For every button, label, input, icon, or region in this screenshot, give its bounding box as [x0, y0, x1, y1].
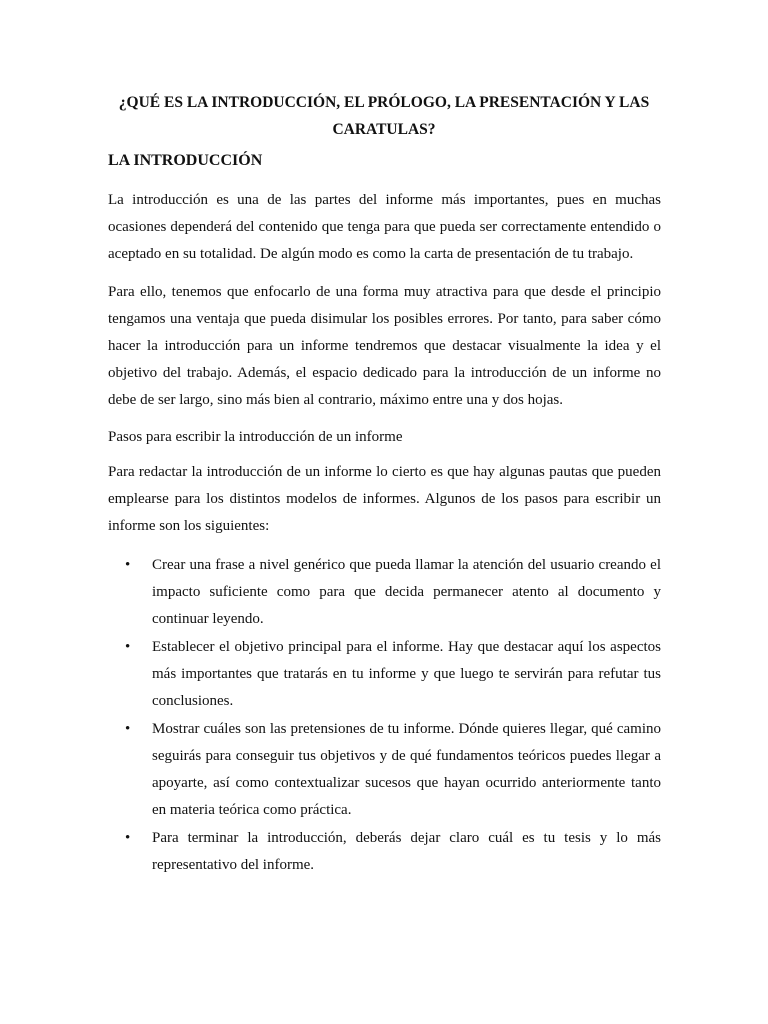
title-line-2: CARATULAS? — [332, 121, 436, 138]
bullet-icon: • — [125, 721, 131, 737]
list-item — [108, 716, 661, 824]
bullet-icon: • — [125, 557, 131, 573]
bullet-icon: • — [125, 830, 131, 846]
list-item — [108, 552, 661, 633]
paragraph-2: Para ello, tenemos que enfocarlo de una forma muy atractiva para que desde el principio tengamos una ventaja que pueda disimular los posibles errores. Por tanto, para saber cómo hacer la introducción para un informe tendremos que destacar visualmente la idea y el objetivo del trabajo. Además, el espacio dedicado para la introducción de un informe no debe de ser largo, sino más bien al contrario, máximo entre una y dos hojas. — [108, 284, 661, 408]
list-item-text: Crear una frase a nivel genérico que pueda llamar la atención del usuario creando el impacto suficiente como para que decida permanecer atento al documento y continuar leyendo. — [152, 557, 661, 627]
document-title — [108, 89, 660, 143]
bullet-icon: • — [125, 639, 131, 655]
title-line-1: ¿QUÉ ES LA INTRODUCCIÓN, EL PRÓLOGO, LA PRESENTACIÓN Y LAS — [118, 94, 650, 111]
paragraph-3: Para redactar la introducción de un informe lo cierto es que hay algunas pautas que pueden emplearse para los distintos modelos de informes. Algunos de los pasos para escribir un informe son los siguientes: — [108, 464, 661, 534]
list-item — [108, 634, 661, 715]
list-item-text: Para terminar la introducción, deberás dejar claro cuál es tu tesis y lo más representativo del informe. — [152, 830, 661, 873]
list-item-text: Mostrar cuáles son las pretensiones de tu informe. Dónde quieres llegar, qué camino seguirás para conseguir tus objetivos y de qué fundamentos teóricos puedes llegar a apoyarte, así como contextualizar sucesos que hayan ocurrido anteriormente tanto en materia teórica como práctica. — [152, 721, 661, 818]
paragraph-1: La introducción es una de las partes del informe más importantes, pues en muchas ocasiones dependerá del contenido que tenga para que pueda ser correctamente entendido o aceptado en su totalidad. De algún modo es como la carta de presentación de tu trabajo. — [108, 192, 661, 262]
list-item-text: Establecer el objetivo principal para el informe. Hay que destacar aquí los aspectos más importantes que tratarás en tu informe y que luego te servirán para refutar tus conclusiones. — [152, 639, 661, 709]
steps-list — [108, 552, 661, 880]
section-heading: LA INTRODUCCIÓN — [108, 152, 263, 169]
subheading: Pasos para escribir la introducción de un informe — [108, 429, 403, 445]
list-item — [108, 825, 661, 879]
